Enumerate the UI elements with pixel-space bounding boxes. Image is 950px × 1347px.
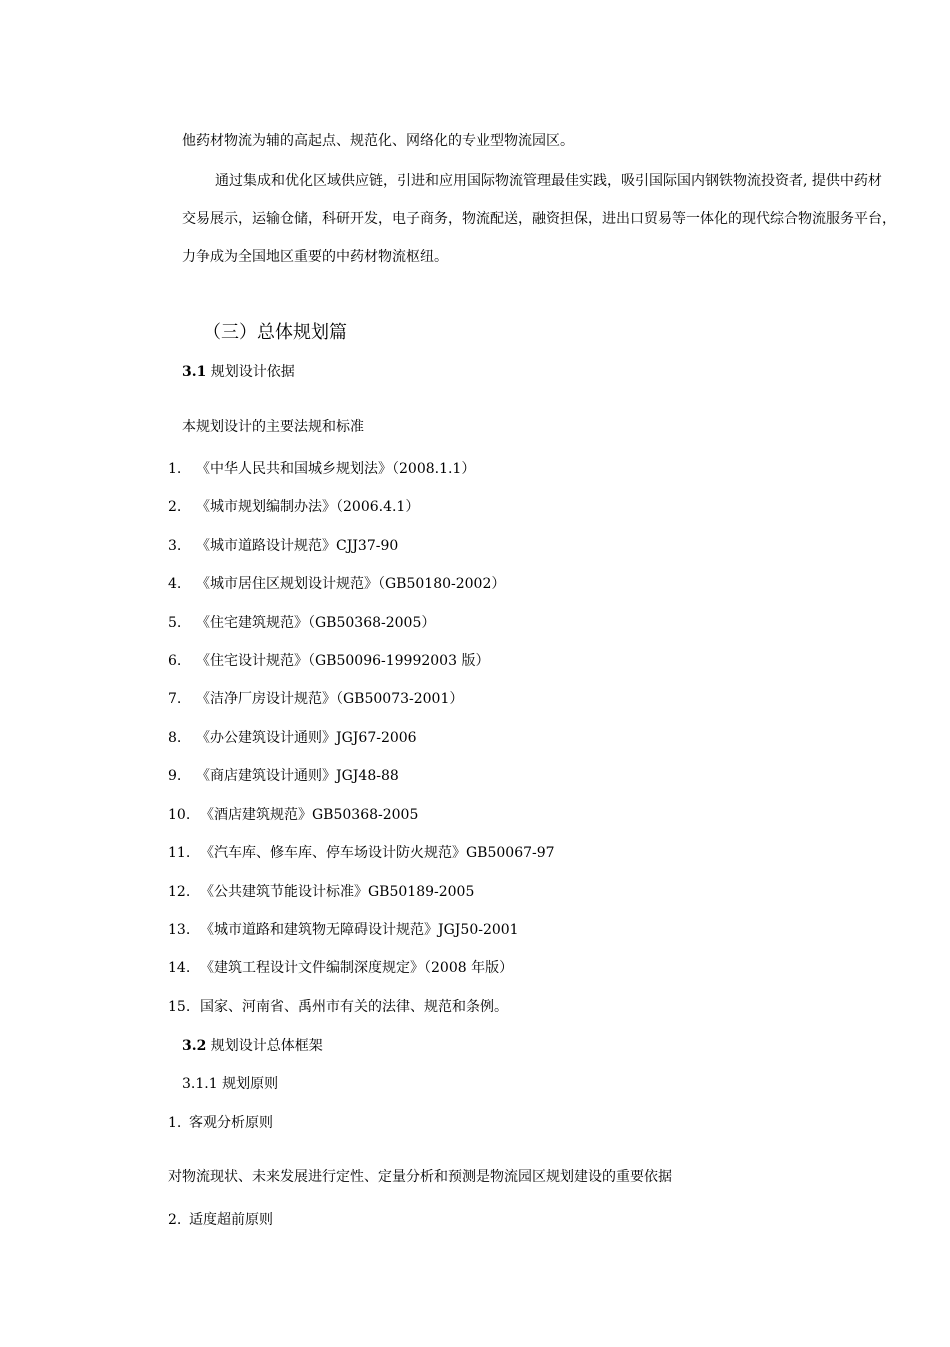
list-item xyxy=(168,574,505,594)
list-text: 《汽车库、修车库、停车场设计防火规范》GB50067-97 xyxy=(200,845,555,861)
list-number: 14. xyxy=(168,960,191,976)
principle-heading xyxy=(168,1113,273,1133)
list-text: 《城市道路设计规范》CJJ37-90 xyxy=(196,538,399,554)
paragraph-line: 通过集成和优化区域供应链，引进和应用国际物流管理最佳实践，吸引国际国内钢铁物流投资者, 提供中药材 xyxy=(215,173,882,189)
principle-description: 对物流现状、未来发展进行定性、定量分析和预测是物流园区规划建设的重要依据 xyxy=(168,1169,672,1185)
list-number: 1. xyxy=(168,1115,182,1131)
list-text: 《城市规划编制办法》（2006.4.1） xyxy=(196,499,420,515)
list-text: 《酒店建筑规范》GB50368-2005 xyxy=(200,807,419,823)
standards-intro: 本规划设计的主要法规和标准 xyxy=(182,419,364,435)
list-item xyxy=(168,651,489,671)
list-number: 6. xyxy=(168,653,182,669)
list-item xyxy=(168,728,417,748)
list-number: 2. xyxy=(168,1212,182,1228)
section-heading: （三）总体规划篇 xyxy=(203,322,347,343)
list-text: 《建筑工程设计文件编制深度规定》（2008 年版） xyxy=(200,960,514,976)
list-text: 《洁净厂房设计规范》（GB50073-2001） xyxy=(196,691,464,707)
subsection-3-2-heading xyxy=(182,1036,323,1056)
list-number: 3. xyxy=(168,538,182,554)
list-item xyxy=(168,958,513,978)
subsection-number: 3.2 xyxy=(182,1038,207,1054)
list-number: 2. xyxy=(168,499,182,515)
list-text: 《住宅建筑规范》（GB50368-2005） xyxy=(196,615,436,631)
list-number: 15. xyxy=(168,999,191,1015)
list-number: 12. xyxy=(168,884,191,900)
list-text: 《城市道路和建筑物无障碍设计规范》JGJ50-2001 xyxy=(200,922,519,938)
list-number: 11. xyxy=(168,845,191,861)
list-item xyxy=(168,497,419,517)
list-text: 《城市居住区规划设计规范》（GB50180-2002） xyxy=(196,576,506,592)
list-item xyxy=(168,805,418,825)
list-text: 国家、河南省、禹州市有关的法律、规范和条例。 xyxy=(200,999,508,1015)
list-item xyxy=(168,536,398,556)
list-number: 13. xyxy=(168,922,191,938)
list-number: 5. xyxy=(168,615,182,631)
subsection-number: 3.1 xyxy=(182,364,207,380)
list-number: 8. xyxy=(168,730,182,746)
list-number: 4. xyxy=(168,576,182,592)
list-number: 9. xyxy=(168,768,182,784)
list-number: 10. xyxy=(168,807,191,823)
subsection-title: 规划设计依据 xyxy=(206,364,295,380)
paragraph-line: 力争成为全国地区重要的中药材物流枢纽。 xyxy=(182,249,448,265)
principle-heading xyxy=(168,1210,273,1230)
subsection-title: 规划设计总体框架 xyxy=(206,1038,323,1054)
list-item xyxy=(168,920,519,940)
list-item xyxy=(168,766,399,786)
list-text: 《中华人民共和国城乡规划法》（2008.1.1） xyxy=(196,461,476,477)
list-item xyxy=(168,459,475,479)
list-text: 客观分析原则 xyxy=(189,1115,273,1131)
list-item xyxy=(168,882,474,902)
list-item xyxy=(168,843,555,863)
list-number: 1. xyxy=(168,461,182,477)
paragraph-line: 交易展示，运输仓储，科研开发，电子商务，物流配送，融资担保，进出口贸易等一体化的现代综合物流服务平台， xyxy=(182,211,896,227)
list-text: 《商店建筑设计通则》JGJ48-88 xyxy=(196,768,399,784)
subsection-3-1-1-heading: 3.1.1 规划原则 xyxy=(182,1076,279,1092)
list-text: 《办公建筑设计通则》JGJ67-2006 xyxy=(196,730,417,746)
list-text: 适度超前原则 xyxy=(189,1212,273,1228)
list-text: 《住宅设计规范》（GB50096-19992003 版） xyxy=(196,653,490,669)
list-item xyxy=(168,689,463,709)
list-item xyxy=(168,997,508,1017)
paragraph-continuation: 他药材物流为辅的高起点、规范化、网络化的专业型物流园区。 xyxy=(182,133,574,149)
list-number: 7. xyxy=(168,691,182,707)
subsection-3-1-heading xyxy=(182,362,295,382)
list-item xyxy=(168,613,435,633)
list-text: 《公共建筑节能设计标准》GB50189-2005 xyxy=(200,884,475,900)
